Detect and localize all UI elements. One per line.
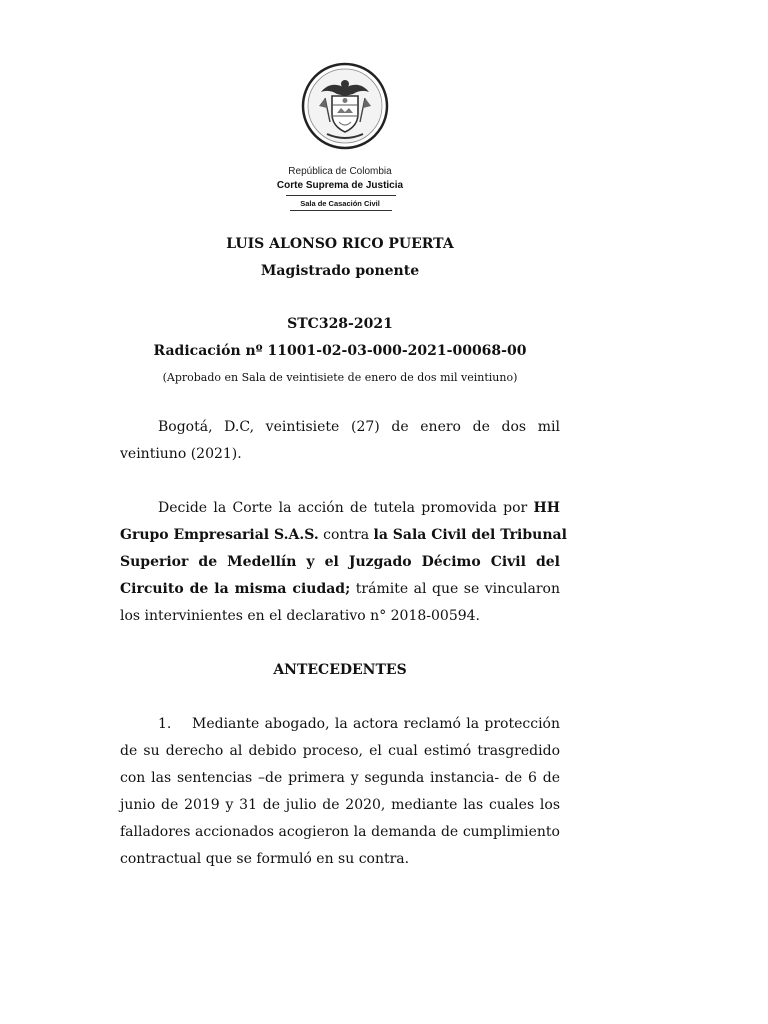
item-number: 1. — [158, 716, 172, 732]
section-title: ANTECEDENTES — [273, 662, 407, 678]
chamber-name: Sala de Casación Civil — [300, 199, 380, 208]
item-line: junio de 2019 y 31 de julio de 2020, mediante las cuales los — [120, 797, 560, 813]
decision-line — [120, 522, 567, 549]
date-line: veintiuno (2021). — [120, 446, 242, 462]
decision-paragraph — [120, 495, 567, 630]
header-divider — [286, 195, 396, 196]
judge-role: Magistrado ponente — [260, 263, 420, 279]
item-text: Mediante abogado, la actora reclamó la protección — [192, 716, 560, 732]
decision-text: Decide la Corte la acción de tutela promovida por — [158, 500, 534, 516]
plaintiff-name: HH — [533, 500, 560, 516]
judge-name: LUIS ALONSO RICO PUERTA — [226, 236, 454, 252]
item-line: contractual que se formuló en su contra. — [120, 851, 410, 867]
court-name: Corte Suprema de Justicia — [276, 180, 404, 191]
date-line: Bogotá, D.C, veintisiete (27) de enero de dos mil — [158, 419, 560, 435]
decision-text: contra — [318, 527, 374, 543]
numbered-item — [120, 711, 560, 873]
date-paragraph — [120, 414, 560, 468]
decision-line — [120, 495, 560, 522]
approval-note: (Aprobado en Sala de veintisiete de enero de dos mil veintiuno) — [162, 371, 518, 384]
item-line: falladores accionados acogieron la demanda de cumplimiento — [120, 824, 560, 840]
decision-line: los intervinientes en el declarativo n° 2018-00594. — [120, 608, 480, 624]
decision-line: Superior de Medellín y el Juzgado Décimo Civil del — [120, 554, 560, 570]
decision-text: trámite al que se vincularon — [350, 581, 560, 597]
decision-line — [120, 576, 560, 603]
plaintiff-name: Grupo Empresarial S.A.S. — [120, 527, 319, 543]
item-line: con las sentencias –de primera y segunda instancia- de 6 de — [120, 770, 560, 786]
item-line — [120, 711, 560, 738]
country-name: República de Colombia — [288, 166, 392, 177]
item-line: de su derecho al debido proceso, el cual estimó trasgredido — [120, 743, 560, 759]
case-id: STC328-2021 — [287, 316, 393, 332]
radicacion-number: Radicación nº 11001-02-03-000-2021-00068-00 — [153, 343, 527, 359]
header-divider — [290, 210, 392, 211]
defendant-name: Circuito de la misma ciudad; — [120, 581, 351, 597]
defendant-name: la Sala Civil del Tribunal — [373, 527, 567, 543]
coat-of-arms-icon — [301, 62, 389, 150]
